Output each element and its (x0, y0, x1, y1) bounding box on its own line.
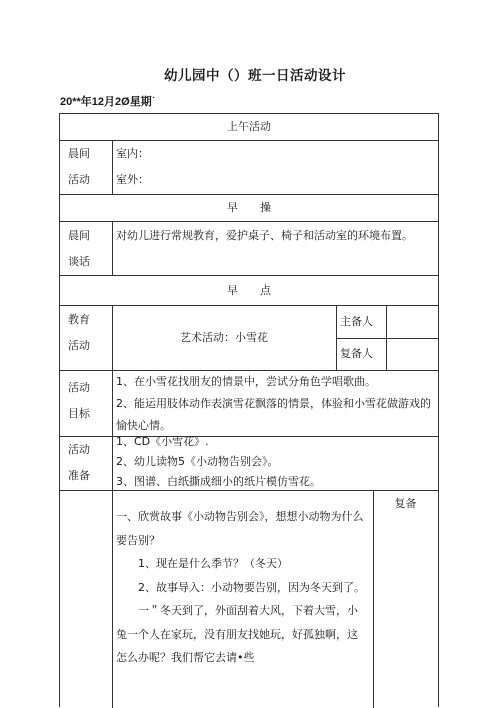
teaching-content: 艺术活动：小雪花 (180, 331, 268, 344)
early-label-1: 晨间 (68, 147, 90, 160)
morning-header-row (60, 114, 438, 141)
talk-content: 对幼儿进行常规教育，爱护桌子、椅子和活动室的环境布置。 (116, 229, 413, 242)
exercise-header-row (60, 195, 438, 222)
goals-line-1: 1、在小雪花找朋友的情景中，尝试分角色学唱歌曲。 (116, 375, 376, 388)
process-line-1: 一、欣赏故事《小动物告别会》，想想小动物为什么要告别？ (116, 510, 364, 547)
prep-line-2: 2、幼儿读物5《小动物告别会》。 (116, 455, 279, 468)
prep-line-1: 1、CD《小雪花》. (116, 435, 209, 448)
activity-table (59, 113, 439, 707)
teaching-label-2: 活动 (68, 339, 90, 352)
date-line: 20**年12月2Ø星期˙ (60, 96, 156, 108)
early-activity-row (60, 141, 438, 195)
prep-line-3: 3、图谱、白纸撕成细小的纸片模仿雪花。 (116, 475, 321, 488)
morning-header: 上午活动 (227, 120, 271, 133)
prep-row (60, 437, 438, 491)
process-text (116, 505, 366, 670)
assist-preparer-label: 复备人 (340, 347, 373, 360)
process-line-4: 一＂冬天到了，外面刮着大风，下着大雪，小兔一个人在家玩，没有朋友找她玩，好孤独啊，这怎么办呢？我们帮它去请•些 (116, 604, 358, 664)
process-row (60, 491, 438, 708)
teaching-row (60, 306, 438, 371)
talk-row (60, 222, 438, 276)
process-line-2: 1、现在是什么季节？（冬天） (138, 557, 288, 570)
goals-row (60, 371, 438, 437)
talk-label-1: 晨间 (68, 229, 90, 242)
lead-preparer-label: 主备人 (340, 315, 373, 328)
process-line-3: 2、故事导入：小动物要告别，因为冬天到了。 (138, 580, 365, 594)
review-label: 复备 (394, 497, 417, 510)
exercise-header: 早 操 (227, 201, 271, 214)
talk-label-2: 谈话 (68, 255, 90, 268)
prep-label-2: 准备 (68, 469, 90, 482)
outdoor-text: 室外： (116, 173, 149, 186)
teaching-label-1: 教育 (68, 313, 90, 326)
indoor-text: 室内： (116, 147, 149, 160)
snack-header: 早 点 (227, 284, 271, 297)
prep-label-1: 活动 (68, 443, 90, 456)
snack-header-row (60, 276, 438, 306)
page-title: 幼儿园中（）班一日活动设计 (164, 68, 346, 84)
goals-line-2: 2、能运用肢体动作表演雪花飘落的情景，体验和小雪花做游戏的愉快心情。 (116, 397, 431, 432)
goals-label-2: 目标 (68, 407, 90, 420)
early-label-2: 活动 (68, 173, 90, 186)
goals-label-1: 活动 (68, 381, 90, 394)
